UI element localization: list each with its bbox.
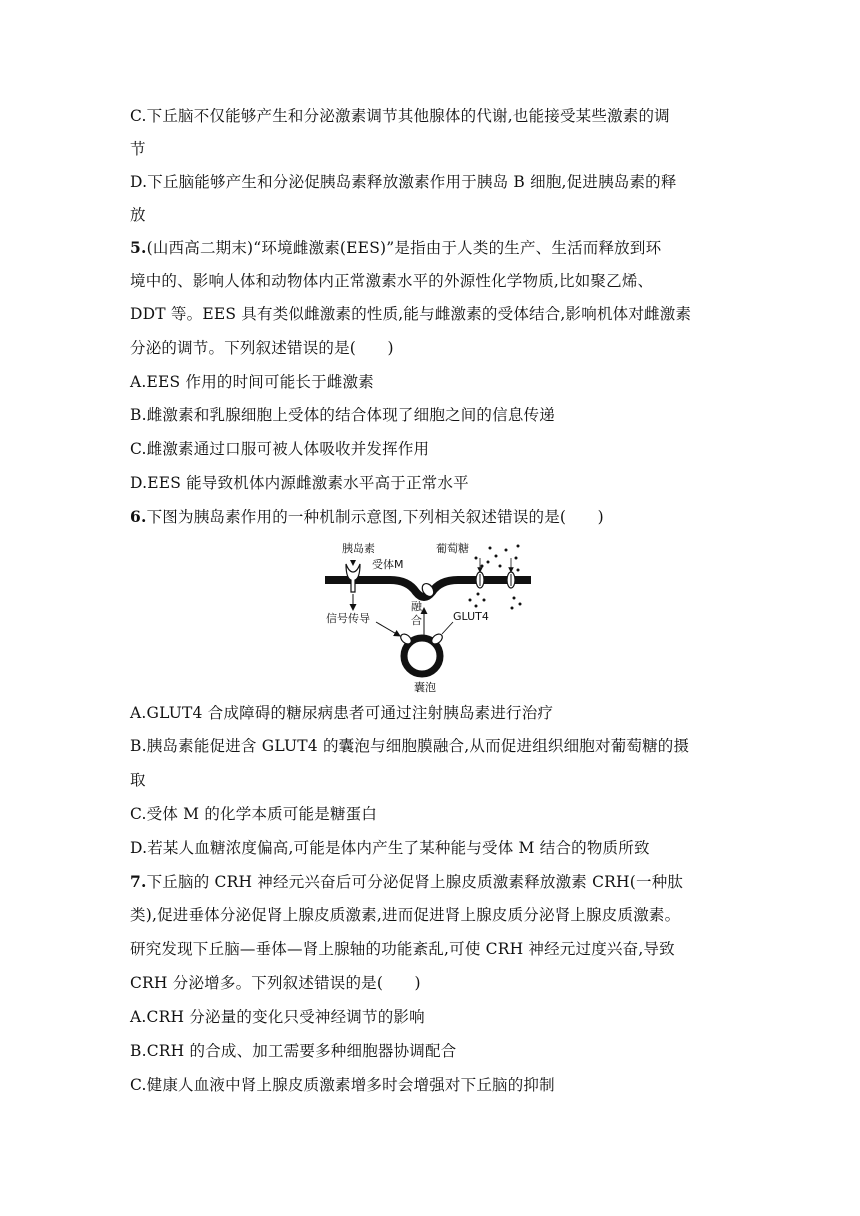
text-line bbox=[130, 703, 553, 723]
text-line bbox=[130, 172, 677, 192]
line-text: B.胰岛素能促进含 GLUT4 的囊泡与细胞膜融合,从而促进组织细胞对葡萄糖的摄 bbox=[130, 737, 690, 755]
line-text: A.GLUT4 合成障碍的糖尿病患者可通过注射胰岛素进行治疗 bbox=[130, 704, 554, 722]
line-text: 放 bbox=[130, 206, 146, 224]
text-line bbox=[130, 939, 675, 959]
glucose-label: 葡萄糖 bbox=[436, 542, 469, 555]
line-text: D.若某人血糖浓度偏高,可能是体内产生了某种能与受体 M 结合的物质所致 bbox=[130, 839, 650, 857]
line-text: 研究发现下丘脑—垂体—肾上腺轴的功能紊乱,可使 CRH 神经元过度兴奋,导致 bbox=[130, 940, 675, 958]
line-text: C.健康人血液中肾上腺皮质激素增多时会增强对下丘脑的抑制 bbox=[130, 1076, 555, 1094]
text-line bbox=[130, 804, 377, 824]
text-line bbox=[130, 439, 429, 459]
glut4-pointer bbox=[442, 622, 453, 634]
line-text: A.CRH 分泌量的变化只受神经调节的影响 bbox=[130, 1008, 425, 1026]
signal-label: 信号传导 bbox=[326, 612, 370, 625]
text-line bbox=[130, 372, 374, 392]
question-number: 5. bbox=[130, 238, 147, 257]
line-text: 类),促进垂体分泌促肾上腺皮质激素,进而促进肾上腺皮质分泌肾上腺皮质激素。 bbox=[130, 906, 681, 924]
text-line bbox=[130, 106, 670, 126]
line-text: D.下丘脑能够产生和分泌促胰岛素释放激素作用于胰岛 B 细胞,促进胰岛素的释 bbox=[130, 173, 677, 191]
text-line bbox=[130, 405, 555, 425]
line-text: (山西高二期末)“环境雌激素(EES)”是指由于人类的生产、生活而释放到环 bbox=[146, 239, 662, 257]
line-text: C.受体 M 的化学本质可能是糖蛋白 bbox=[130, 805, 378, 823]
line-text: CRH 分泌增多。下列叙述错误的是( ) bbox=[130, 974, 421, 992]
text-line bbox=[130, 838, 650, 858]
text-line bbox=[130, 1041, 456, 1061]
text-line bbox=[130, 473, 469, 493]
fusion-label-1: 融 bbox=[411, 600, 422, 613]
text-line bbox=[130, 238, 661, 258]
receptor-label: 受体M bbox=[372, 558, 404, 571]
line-text: 取 bbox=[130, 771, 146, 789]
fusion-label-2: 合 bbox=[411, 614, 422, 627]
line-text: 节 bbox=[130, 140, 146, 158]
text-line bbox=[130, 139, 146, 159]
glut4-label: GLUT4 bbox=[453, 610, 489, 623]
text-line bbox=[130, 770, 146, 790]
text-line bbox=[130, 736, 689, 756]
line-text: B.雌激素和乳腺细胞上受体的结合体现了细胞之间的信息传递 bbox=[130, 406, 555, 424]
line-text: B.CRH 的合成、加工需要多种细胞器协调配合 bbox=[130, 1042, 457, 1060]
signal-arrow bbox=[376, 622, 400, 636]
insulin-label: 胰岛素 bbox=[342, 542, 375, 555]
text-line bbox=[130, 507, 604, 527]
text-line bbox=[130, 271, 653, 291]
text-line bbox=[130, 1075, 555, 1095]
line-text: 下图为胰岛素作用的一种机制示意图,下列相关叙述错误的是( ) bbox=[146, 508, 604, 526]
line-text: 分泌的调节。下列叙述错误的是( ) bbox=[130, 339, 394, 357]
insulin-mechanism-figure bbox=[320, 538, 536, 696]
text-line bbox=[130, 1007, 425, 1027]
text-line bbox=[130, 338, 394, 358]
question-number: 6. bbox=[130, 507, 147, 526]
line-text: DDT 等。EES 具有类似雌激素的性质,能与雌激素的受体结合,影响机体对雌激素 bbox=[130, 305, 692, 323]
receptor-m-icon bbox=[346, 564, 360, 592]
line-text: 下丘脑的 CRH 神经元兴奋后可分泌促肾上腺皮质激素释放激素 CRH(一种肽 bbox=[146, 873, 684, 891]
text-line bbox=[130, 905, 680, 925]
line-text: C.雌激素通过口服可被人体吸收并发挥作用 bbox=[130, 440, 430, 458]
line-text: 境中的、影响人体和动物体内正常激素水平的外源性化学物质,比如聚乙烯、 bbox=[130, 272, 654, 290]
vesicle-label: 囊泡 bbox=[414, 681, 436, 694]
line-text: C.下丘脑不仅能够产生和分泌激素调节其他腺体的代谢,也能接受某些激素的调 bbox=[130, 107, 670, 125]
text-line bbox=[130, 205, 146, 225]
text-line bbox=[130, 304, 691, 324]
question-number: 7. bbox=[130, 872, 147, 891]
line-text: D.EES 能导致机体内源雌激素水平高于正常水平 bbox=[130, 474, 469, 492]
insulin-molecule-icon bbox=[350, 560, 356, 566]
text-line bbox=[130, 973, 421, 993]
text-line bbox=[130, 872, 683, 892]
line-text: A.EES 作用的时间可能长于雌激素 bbox=[130, 373, 374, 391]
